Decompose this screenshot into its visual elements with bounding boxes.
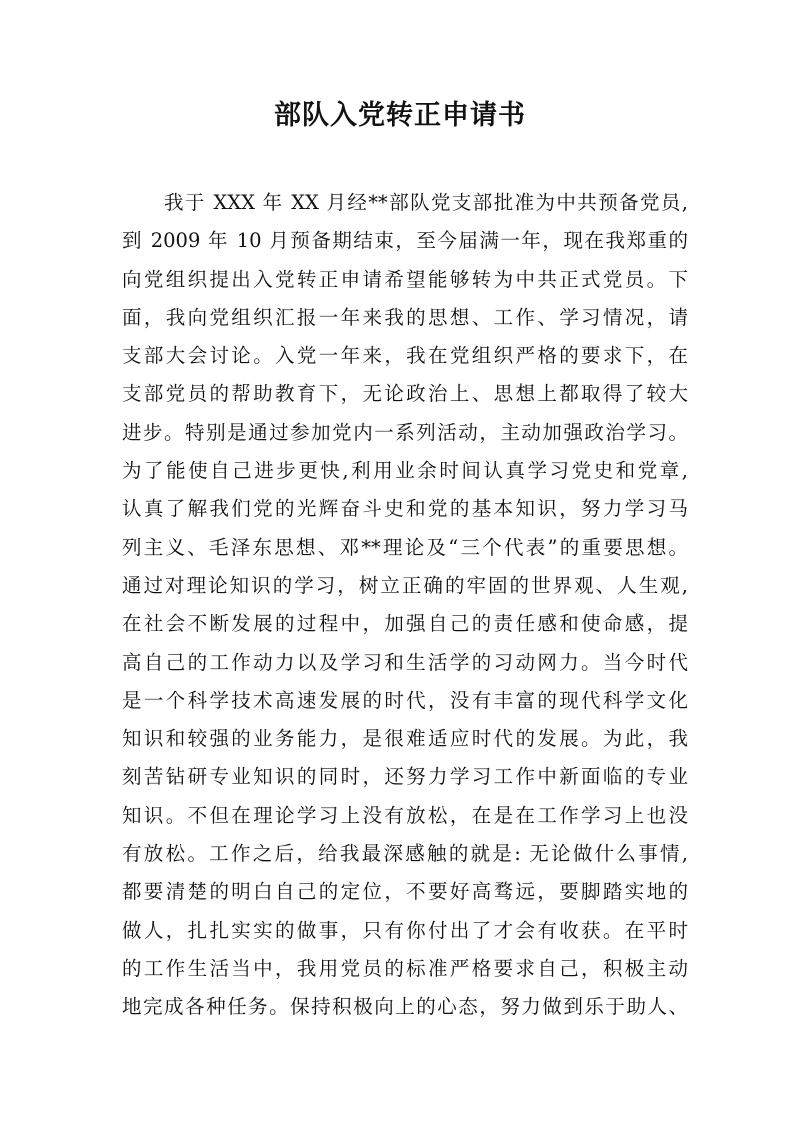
- body-line: 是一个科学技术高速发展的时代，没有丰富的现代科学文化: [122, 688, 688, 712]
- body-line: 刻苦钻研专业知识的同时，还努力学习工作中新面临的专业: [122, 765, 688, 789]
- body-line: 在社会不断发展的过程中，加强自己的责任感和使命感，提: [122, 612, 688, 636]
- body-line: 知识和较强的业务能力，是很难适应时代的发展。为此，我: [122, 727, 688, 751]
- body-line: 到 2009 年 10 月预备期结束，至今届满一年，现在我郑重的: [122, 229, 688, 253]
- body-line: 向党组织提出入党转正申请希望能够转为中共正式党员。下: [122, 267, 688, 291]
- body-line: 通过对理论知识的学习，树立正确的牢固的世界观、人生观,: [122, 573, 688, 597]
- body-line: 地完成各种任务。保持积极向上的心态，努力做到乐于助人、: [122, 995, 688, 1019]
- body-line: 支部党员的帮助教育下，无论政治上、思想上都取得了较大: [122, 382, 688, 406]
- body-line: 都要清楚的明白自己的定位，不要好高骛远，要脚踏实地的: [122, 880, 688, 904]
- body-line: 进步。特别是通过参加党内一系列活动，主动加强政治学习。: [122, 420, 688, 444]
- body-line: 支部大会讨论。入党一年来，我在党组织严格的要求下，在: [122, 344, 688, 368]
- body-line: 的工作生活当中，我用党员的标准严格要求自己，积极主动: [122, 956, 688, 980]
- body-line: 列主义、毛泽东思想、邓**理论及“三个代表”的重要思想。: [122, 535, 688, 559]
- body-line: 面，我向党组织汇报一年来我的思想、工作、学习情况，请: [122, 305, 688, 329]
- body-line: 知识。不但在理论学习上没有放松，在是在工作学习上也没: [122, 803, 688, 827]
- body-line: 为了能使自己进步更快,利用业余时间认真学习党史和党章,: [122, 459, 688, 483]
- body-line: 高自己的工作动力以及学习和生活学的习动网力。当今时代: [122, 650, 688, 674]
- body-line: 做人，扎扎实实的做事，只有你付出了才会有收获。在平时: [122, 918, 688, 942]
- body-line: 我于 XXX 年 XX 月经**部队党支部批准为中共预备党员,: [164, 191, 688, 214]
- body-line: 有放松。工作之后，给我最深感触的就是: 无论做什么事情,: [122, 842, 688, 866]
- body-line: 认真了解我们党的光辉奋斗史和党的基本知识，努力学习马: [122, 497, 688, 521]
- document-body: [122, 184, 688, 1027]
- document-title: 部队入党转正申请书: [274, 100, 526, 131]
